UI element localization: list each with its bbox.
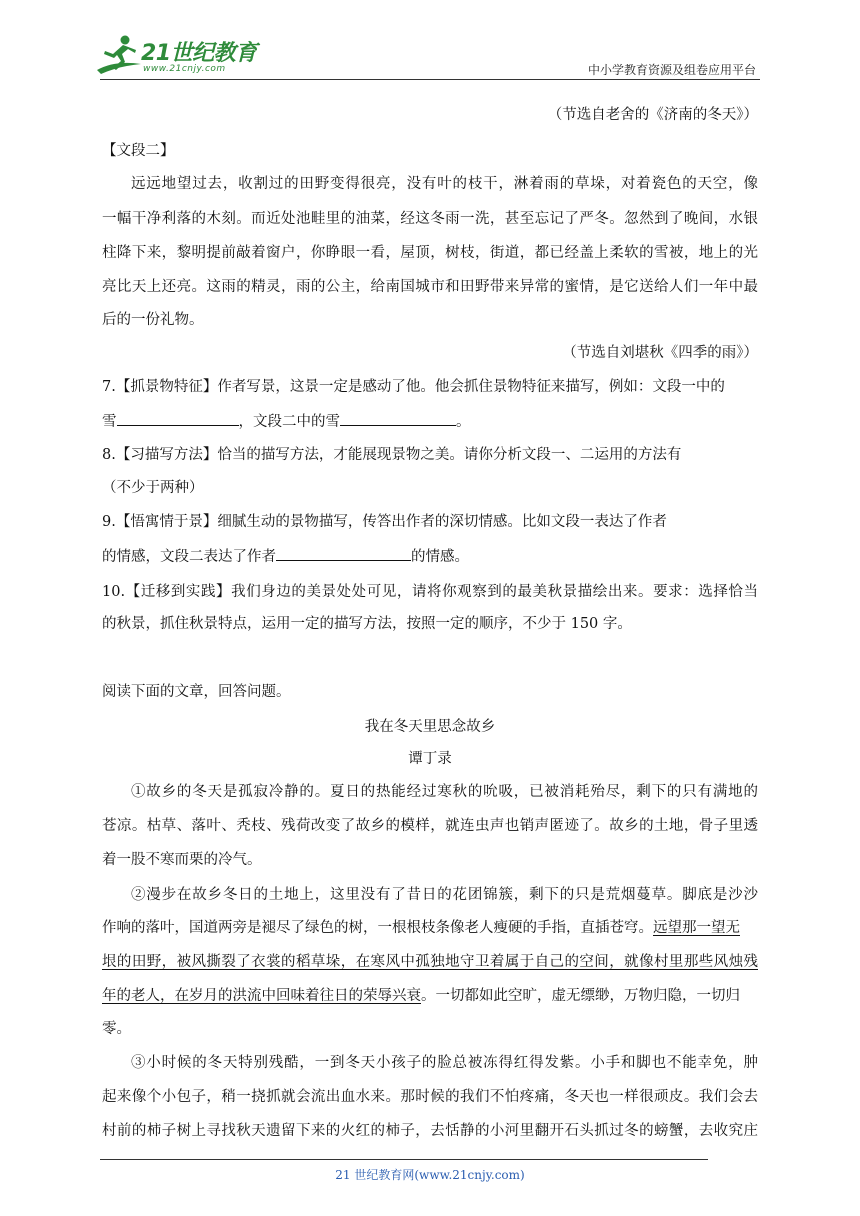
- footer-divider: [100, 1159, 708, 1160]
- site-logo: [95, 34, 265, 78]
- paragraph-2-line: 零。: [102, 1021, 131, 1037]
- paragraph-1-line: ①故乡的冬天是孤寂冷静的。夏日的热能经过寒秋的吮吸，已被消耗殆尽，剩下的只有满地的: [131, 784, 758, 800]
- paragraph-3-line: 起来像个小包子，稍一挠抓就会流出血水来。那时候的我们不怕疼痛，冬天也一样很顽皮。我们会去: [102, 1089, 758, 1105]
- paragraph-1-line: 苍凉。枯草、落叶、秃枝、残荷改变了故乡的模样，就连虫声也销声匿迹了。故乡的土地，骨子里透: [102, 818, 758, 834]
- question-10: 10.【迁移到实践】我们身边的美景处处可见，请将你观察到的最美秋景描绘出来。要求：选择恰当: [102, 584, 758, 600]
- paragraph-2-line: ②漫步在故乡冬日的土地上，这里没有了昔日的花团锦簇，剩下的只是荒烟蔓草。脚底是沙沙: [131, 887, 758, 903]
- question-10-line: 的秋景，抓住秋景特点，运用一定的描写方法，按照一定的顺序，不少于 150 字。: [102, 616, 632, 632]
- article-title: 我在冬天里思念故乡: [364, 719, 496, 735]
- question-8-note: （不少于两种）: [102, 480, 204, 496]
- paragraph-2-line: 年的老人，在岁月的洪流中回味着往日的荣辱兴衰。一切都如此空旷，虚无缥缈，万物归隐，一切归: [102, 988, 740, 1004]
- page-footer: 21 世纪教育网(www.21cnjy.com): [335, 1168, 525, 1182]
- paragraph-3-line: 村前的柿子树上寻找秋天遗留下来的火红的柿子，去恬静的小河里翻开石头抓过冬的螃蟹，去收究庄: [102, 1123, 758, 1139]
- section-2-line: 柱降下来，黎明提前敲着窗户，你睁眼一看，屋顶，树枝，街道，都已经盖上柔软的雪被，地上的光: [102, 245, 758, 261]
- question-8: 8.【习描写方法】恰当的描写方法，才能展现景物之美。请你分析文段一、二运用的方法有: [102, 447, 682, 463]
- section-2-line: 亮比天上还亮。这雨的精灵，雨的公主，给南国城市和田野带来异常的蜜情，是它送给人们一年中最: [102, 279, 758, 295]
- platform-name: 中小学教育资源及组卷应用平台: [587, 63, 756, 77]
- section-2-line: 后的一份礼物。: [102, 312, 204, 328]
- question-9-blanks: 的情感，文段二表达了作者 的情感。: [102, 546, 758, 567]
- article-author: 谭丁录: [408, 751, 452, 767]
- paragraph-3-line: ③小时候的冬天特别残酷，一到冬天小孩子的脸总被冻得红得发紫。小手和脚也不能幸免，肿: [131, 1055, 758, 1071]
- header-divider: [100, 79, 760, 80]
- underlined-sentence: 垠的田野，被风撕裂了衣裳的稻草垛，在寒风中孤独地守卫着属于自己的空间，就像村里那些风烛残: [102, 954, 758, 970]
- question-7-blanks: 雪 ，文段二中的雪 。: [102, 411, 758, 432]
- runner-logo-icon: [95, 34, 143, 76]
- answer-blank[interactable]: [276, 546, 411, 561]
- paragraph-1-line: 着一股不寒而栗的冷气。: [102, 852, 262, 868]
- section-2-line: 远远地望过去，收割过的田野变得很亮，没有叶的枝干，淋着雨的草垛，对着瓷色的天空，像: [131, 176, 758, 192]
- logo-url: www.21cnjy.com: [143, 64, 226, 74]
- source-note-2: （节选自刘堪秋《四季的雨》）: [562, 345, 758, 361]
- question-7: 7.【抓景物特征】作者写景，这景一定是感动了他。他会抓住景物特征来描写，例如：文段一中的: [102, 379, 725, 395]
- underlined-sentence: 远望那一望无: [653, 920, 740, 936]
- answer-blank[interactable]: [117, 411, 239, 426]
- question-9: 9.【悟寓情于景】细腻生动的景物描写，传答出作者的深切情感。比如文段一表达了作者: [102, 514, 667, 530]
- page-header: [0, 0, 860, 80]
- section-2-label: 【文段二】: [102, 143, 175, 159]
- answer-blank[interactable]: [340, 411, 456, 426]
- section-2-line: 一幅干净利落的木刻。而近处池畦里的油菜，经这冬雨一洗，甚至忘记了严冬。忽然到了晚间，水银: [102, 211, 758, 227]
- paragraph-2-line: 作响的落叶，国道两旁是褪尽了绿色的树，一根根枝条像老人瘦硬的手指，直插苍穹。远望那一望无: [102, 920, 740, 936]
- logo-text: 21世纪教育: [141, 41, 257, 66]
- source-note-1: （节选自老舍的《济南的冬天》）: [547, 107, 758, 123]
- reading-instruction: 阅读下面的文章，回答问题。: [102, 684, 291, 700]
- underlined-sentence: 年的老人，在岁月的洪流中回味着往日的荣辱兴衰: [102, 988, 421, 1004]
